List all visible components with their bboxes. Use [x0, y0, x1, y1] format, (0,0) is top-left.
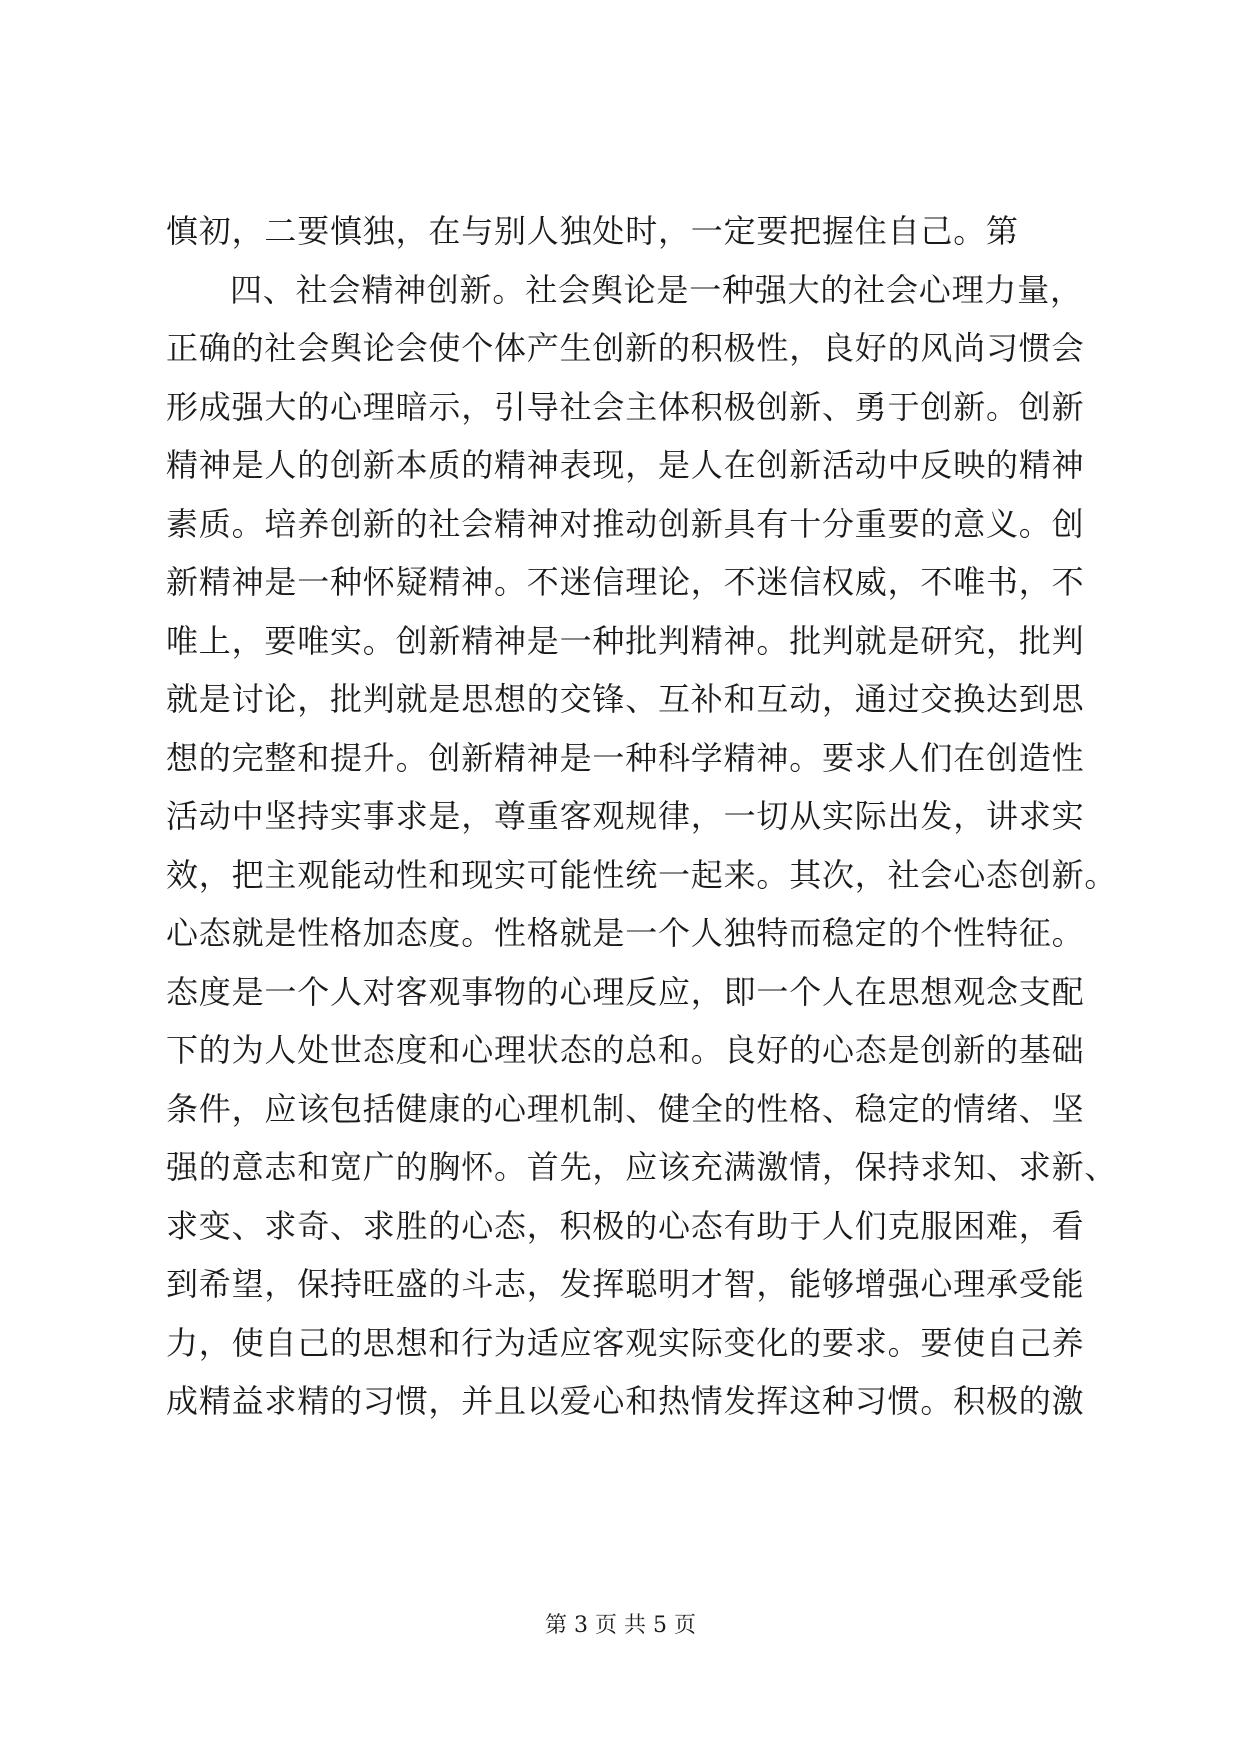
- page-number-footer: 第 3 页 共 5 页: [545, 1613, 696, 1638]
- body-text: [166, 202, 1118, 1431]
- text-line: 正确的社会舆论会使个体产生创新的积极性，良好的风尚习惯会: [166, 329, 1085, 367]
- text-line: 力，使自己的思想和行为适应客观实际变化的要求。要使自己养: [166, 1323, 1085, 1362]
- text-line: 活动中坚持实事求是，尊重客观规律，一切从实际出发，讲求实: [166, 797, 1085, 835]
- text-line: 唯上，要唯实。创新精神是一种批判精神。批判就是研究，批判: [166, 621, 1085, 660]
- text-line: 就是讨论，批判就是思想的交锋、互补和互动，通过交换达到思: [166, 680, 1085, 718]
- text-line: 心态就是性格加态度。性格就是一个人独特而稳定的个性特征。: [166, 914, 1085, 952]
- paragraph-start-line: 四、社会精神创新。社会舆论是一种强大的社会心理力量，: [230, 270, 1083, 309]
- text-line: 形成强大的心理暗示，引导社会主体积极创新、勇于创新。创新: [166, 387, 1085, 426]
- text-line: 强的意志和宽广的胸怀。首先，应该充满激情，保持求知、求新、: [166, 1148, 1118, 1186]
- text-line: 到希望，保持旺盛的斗志，发挥聪明才智，能够增强心理承受能: [166, 1265, 1085, 1303]
- text-line: 精神是人的创新本质的精神表现，是人在创新活动中反映的精神: [166, 446, 1085, 484]
- text-line: 想的完整和提升。创新精神是一种科学精神。要求人们在创造性: [166, 738, 1085, 777]
- text-line: 慎初，二要慎独，在与别人独处时，一定要把握住自己。第: [166, 212, 1019, 250]
- text-line: 态度是一个人对客观事物的心理反应，即一个人在思想观念支配: [166, 972, 1085, 1011]
- text-line: 求变、求奇、求胜的心态，积极的心态有助于人们克服困难，看: [166, 1206, 1085, 1245]
- text-line: 成精益求精的习惯，并且以爱心和热情发挥这种习惯。积极的激: [166, 1382, 1085, 1420]
- text-line: 素质。培养创新的社会精神对推动创新具有十分重要的意义。创: [166, 504, 1085, 543]
- text-line: 新精神是一种怀疑精神。不迷信理论，不迷信权威，不唯书，不: [166, 563, 1085, 601]
- text-line: 效，把主观能动性和现实可能性统一起来。其次，社会心态创新。: [166, 855, 1118, 894]
- text-line: 条件，应该包括健康的心理机制、健全的性格、稳定的情绪、坚: [166, 1089, 1085, 1128]
- text-line: 下的为人处世态度和心理状态的总和。良好的心态是创新的基础: [166, 1031, 1085, 1069]
